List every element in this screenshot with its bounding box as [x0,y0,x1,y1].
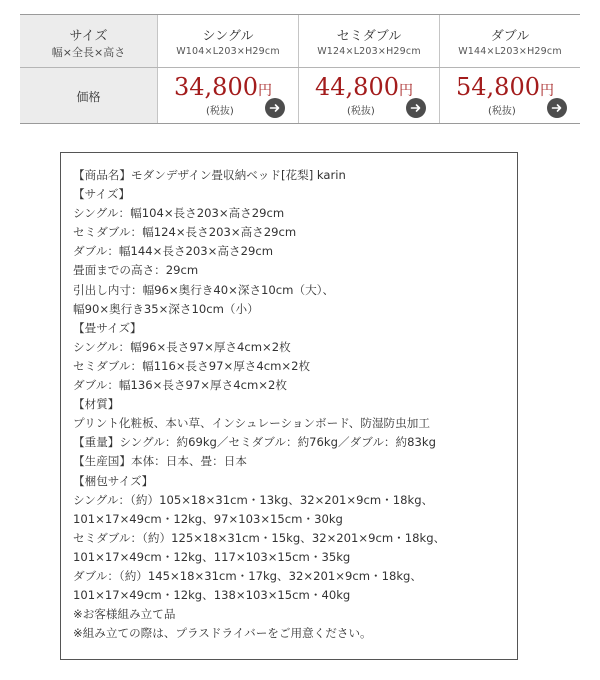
spec-size-double: ダブル：幅144×長さ203×高さ29cm [73,244,273,259]
price-value-single: 34,800 [174,73,258,101]
size-name-semi-double: セミダブル [336,29,402,44]
price-amount-double [456,74,554,104]
spec-size-heading: 【サイズ】 [73,187,131,202]
spec-tatami-size-heading: 【畳サイズ】 [73,320,142,335]
spec-material-heading: 【材質】 [73,397,120,412]
size-cell-single [157,15,298,67]
spec-note-screwdriver: ※組み立ての際は、プラスドライバーをご用意ください。 [73,626,372,641]
spec-package-semi-double-2: 101×17×49cm・12kg、117×103×15cm・35kg [73,549,351,564]
spec-package-single-1: シングル：（約）105×18×31cm・13kg、32×201×9cm・18kg、 [73,492,434,507]
spec-weight: 【重量】シングル：約69kg／セミダブル：約76kg／ダブル：約83kg [73,435,436,450]
price-cell-semi-double[interactable] [298,68,439,123]
spec-package-single-2: 101×17×49cm・12kg、97×103×15cm・30kg [73,511,343,526]
spec-tatami-height: 畳面までの高さ：29cm [73,263,199,278]
size-label-sub: 幅×全長×高さ [51,46,126,59]
arrow-right-circle-icon[interactable] [406,98,426,118]
price-row [20,68,580,123]
spec-tatami-single: シングル：幅96×長さ97×厚さ4cm×2枚 [73,339,291,354]
yen-unit-single: 円 [257,83,272,99]
price-label: 価格 [76,90,101,104]
spec-drawer-small: 幅90×奥行き35×深さ10cm（小） [73,301,259,316]
arrow-right-circle-icon[interactable] [547,98,567,118]
size-cell-semi-double [298,15,439,67]
spec-drawer-large: 引出し内寸：幅96×奥行き40×深さ10cm（大）、 [73,282,335,297]
tax-note-single: (税抜) [206,106,234,117]
spec-box [60,152,518,660]
price-amount-semi-double [315,74,413,104]
spec-tatami-double: ダブル：幅136×長さ97×厚さ4cm×2枚 [73,378,287,393]
spec-package-heading: 【梱包サイズ】 [73,473,154,488]
size-name-single: シングル [202,29,254,44]
arrow-right-circle-icon[interactable] [265,98,285,118]
price-label-cell [20,68,157,123]
price-value-semi-double: 44,800 [315,73,399,101]
price-value-double: 54,800 [456,73,540,101]
spec-origin: 【生産国】本体：日本、畳：日本 [73,454,247,469]
yen-unit-double: 円 [539,83,554,99]
yen-unit-semi-double: 円 [398,83,413,99]
size-dims-double: W144×L203×H29cm [458,46,562,57]
spec-package-double-1: ダブル：（約）145×18×31cm・17kg、32×201×9cm・18kg、 [73,568,423,583]
spec-material: プリント化粧板、本い草、インシュレーションボード、防湿防虫加工 [73,416,430,431]
tax-note-semi-double: (税抜) [347,106,375,117]
price-cell-single[interactable] [157,68,298,123]
spec-note-assembly: ※お客様組み立て品 [73,607,176,622]
spec-package-semi-double-1: セミダブル：（約）125×18×31cm・15kg、32×201×9cm・18kg、 [73,530,446,545]
tax-note-double: (税抜) [488,106,516,117]
price-table [20,14,580,124]
spec-package-double-2: 101×17×49cm・12kg、138×103×15cm・40kg [73,588,351,603]
spec-size-single: シングル：幅104×長さ203×高さ29cm [73,206,285,221]
price-cell-double[interactable] [439,68,580,123]
size-dims-semi-double: W124×L203×H29cm [317,46,421,57]
size-cell-double [439,15,580,67]
size-header-row [20,15,580,68]
spec-tatami-semi-double: セミダブル：幅116×長さ97×厚さ4cm×2枚 [73,358,311,373]
price-amount-single [174,74,272,104]
spec-product-name: 【商品名】モダンデザイン畳収納ベッド[花梨] karin [73,168,346,182]
size-label-cell [20,15,157,67]
size-name-double: ダブル [490,29,530,44]
size-dims-single: W104×L203×H29cm [176,46,280,57]
spec-size-semi-double: セミダブル：幅124×長さ203×高さ29cm [73,225,297,240]
size-label: サイズ [69,29,108,44]
